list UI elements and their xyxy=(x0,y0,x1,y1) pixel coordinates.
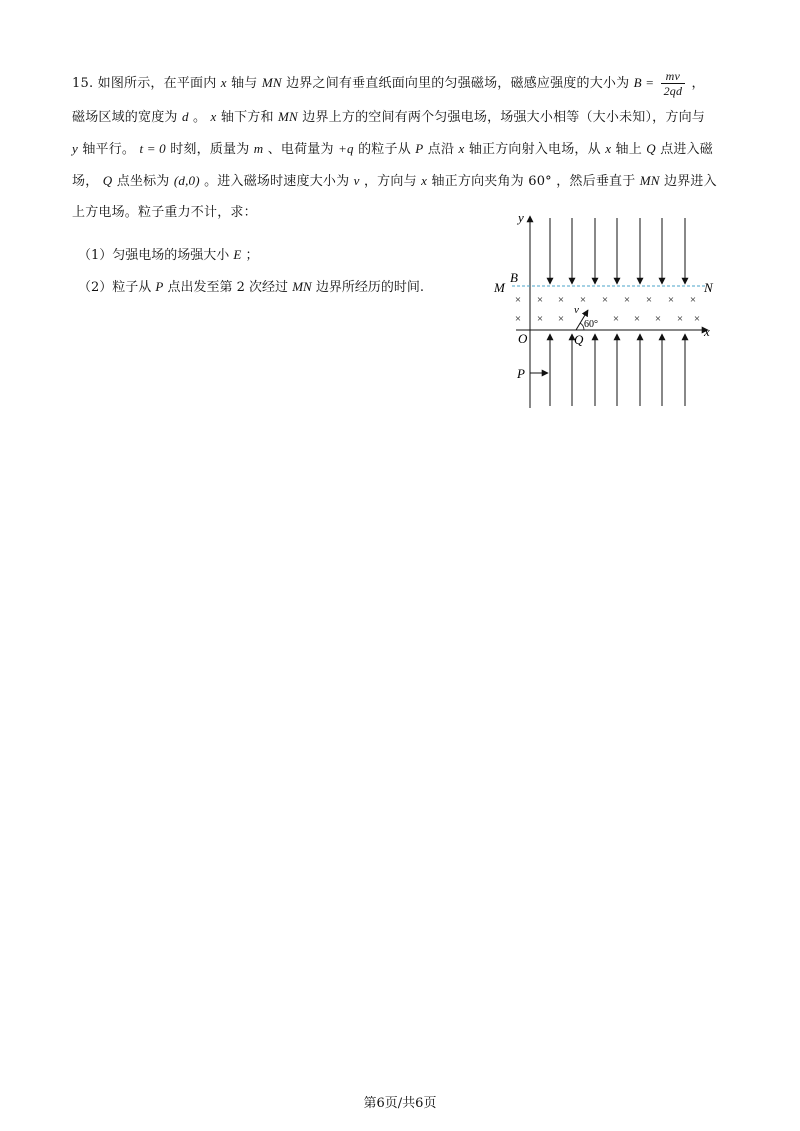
question-line-3: y 轴平行。 t = 0 时刻，质量为 m 、电荷量为 +q 的粒子从 P 点沿 x 轴正方向射入电场，从 x 轴上 Q 点进入磁 xyxy=(72,141,714,157)
q-point-label: Q xyxy=(574,332,584,347)
cross-mark: × xyxy=(536,313,544,325)
angle-label: 60° xyxy=(584,319,598,330)
cross-mark: × xyxy=(579,294,587,306)
question-line-5: 上方电场。粒子重力不计，求： xyxy=(72,205,257,220)
cross-mark: × xyxy=(612,313,620,325)
question-line-1: 15. 如图所示，在平面内 x 轴与 MN 边界之间有垂直纸面向里的匀强磁场，磁感应强度的大小为 B = $\frac{mv}{2qd}$ ， xyxy=(72,69,705,98)
origin-label: O xyxy=(518,331,528,346)
upper-field-arrows xyxy=(550,218,685,284)
x-axis-label: x xyxy=(704,324,710,339)
cross-mark: × xyxy=(693,313,701,325)
question-line-2: 磁场区域的宽度为 d 。 x 轴下方和 MN 边界上方的空间有两个匀强电场，场强大小相等（大小未知），方向与 xyxy=(72,109,705,125)
cross-mark: × xyxy=(645,294,653,306)
b-fraction: $\frac{mv}{2qd}$ xyxy=(661,69,686,98)
p-point-label: P xyxy=(517,366,525,381)
cross-mark: × xyxy=(654,313,662,325)
cross-mark: × xyxy=(557,294,565,306)
lower-field-arrows xyxy=(550,334,685,406)
sub-question-1: （1）匀强电场的场强大小 E ； xyxy=(78,247,259,263)
cross-mark: × xyxy=(514,313,522,325)
cross-mark: × xyxy=(623,294,631,306)
b-label: B xyxy=(510,270,518,285)
cross-mark: × xyxy=(667,294,675,306)
y-axis-label: y xyxy=(518,210,524,225)
page-footer: 第6页/共6页 xyxy=(363,1096,437,1111)
m-label: M xyxy=(494,280,505,295)
sub-question-2: （2）粒子从 P 点出发至第 2 次经过 MN 边界所经历的时间. xyxy=(78,279,424,295)
cross-mark: × xyxy=(514,294,522,306)
cross-mark: × xyxy=(633,313,641,325)
magnetic-field-crosses xyxy=(515,294,700,325)
question-number: 15. xyxy=(72,76,94,91)
velocity-label: v xyxy=(574,304,579,316)
n-label: N xyxy=(704,280,713,295)
cross-mark: × xyxy=(676,313,684,325)
b-equation: B = xyxy=(633,75,655,90)
question-line-4: 场， Q 点坐标为 (d,0) 。进入磁场时速度大小为 v ，方向与 x 轴正方向夹角为 60° ，然后垂直于 MN 边界进入 xyxy=(72,173,717,189)
cross-mark: × xyxy=(601,294,609,306)
cross-mark: × xyxy=(689,294,697,306)
cross-mark: × xyxy=(536,294,544,306)
cross-mark: × xyxy=(557,313,565,325)
